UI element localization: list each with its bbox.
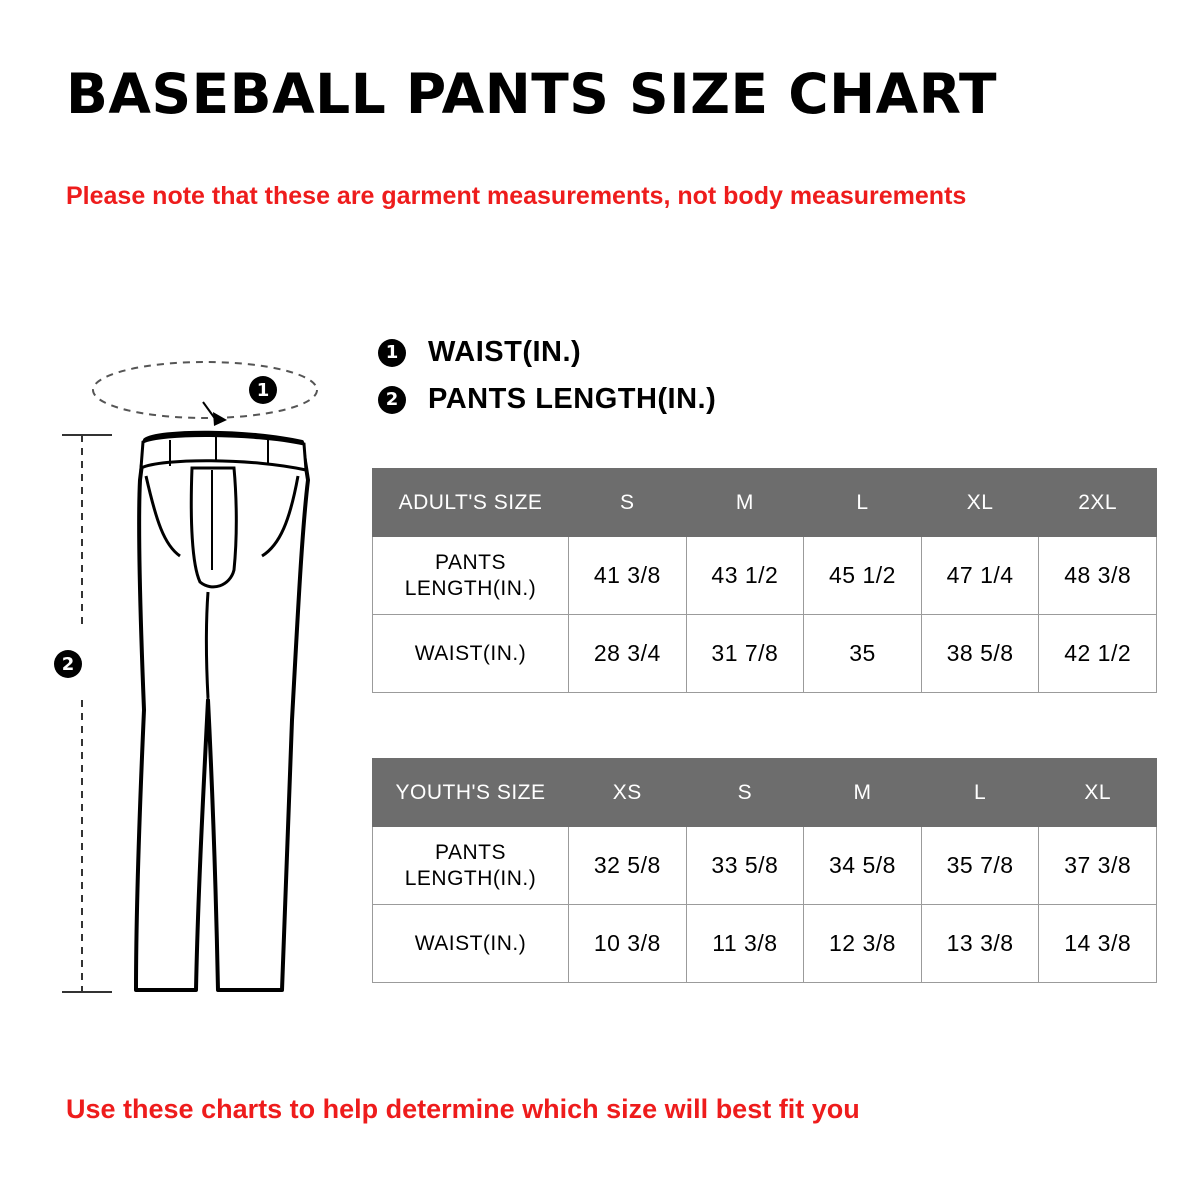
adult-header-size-l: L	[804, 469, 922, 537]
adult-waist-l: 35	[804, 615, 922, 693]
adult-header-label: ADULT'S SIZE	[373, 469, 569, 537]
adult-pants-length-l: 45 1/2	[804, 537, 922, 615]
adult-size-table	[372, 468, 1157, 693]
youth-waist-m: 12 3/8	[804, 905, 922, 983]
legend-item-waist	[378, 336, 716, 369]
marker-one-icon: 1	[378, 339, 406, 367]
adult-header-size-s: S	[569, 469, 687, 537]
youth-header-label: YOUTH'S SIZE	[373, 759, 569, 827]
adult-pants-length-xl: 47 1/4	[921, 537, 1039, 615]
adult-row-label-waist: WAIST(IN.)	[373, 615, 569, 693]
adult-pants-length-2xl: 48 3/8	[1039, 537, 1157, 615]
youth-header-size-s: S	[686, 759, 804, 827]
legend-label-pants-length: PANTS LENGTH(IN.)	[428, 383, 717, 415]
youth-pants-length-s: 33 5/8	[686, 827, 804, 905]
youth-header-size-l: L	[921, 759, 1039, 827]
youth-table-header-row	[373, 759, 1157, 827]
youth-pants-length-m: 34 5/8	[804, 827, 922, 905]
illustration-marker-two-icon: 2	[54, 650, 82, 678]
table-row	[373, 905, 1157, 983]
adult-table-header-row	[373, 469, 1157, 537]
youth-row-label-pants-length: PANTS LENGTH(IN.)	[373, 827, 569, 905]
illustration-marker-one-icon: 1	[249, 376, 277, 404]
footer-note: Use these charts to help determine which size will best fit you	[66, 1094, 860, 1124]
youth-pants-length-xl: 37 3/8	[1039, 827, 1157, 905]
youth-size-table	[372, 758, 1157, 983]
adult-waist-m: 31 7/8	[686, 615, 804, 693]
youth-row-label-waist: WAIST(IN.)	[373, 905, 569, 983]
legend-item-pants-length	[378, 383, 716, 416]
adult-row-label-pants-length: PANTS LENGTH(IN.)	[373, 537, 569, 615]
youth-waist-s: 11 3/8	[686, 905, 804, 983]
adult-pants-length-s: 41 3/8	[569, 537, 687, 615]
adult-pants-length-m: 43 1/2	[686, 537, 804, 615]
adult-waist-2xl: 42 1/2	[1039, 615, 1157, 693]
youth-pants-length-l: 35 7/8	[921, 827, 1039, 905]
youth-header-size-m: M	[804, 759, 922, 827]
pants-illustration	[40, 330, 370, 1020]
youth-waist-xl: 14 3/8	[1039, 905, 1157, 983]
legend-label-waist: WAIST(IN.)	[428, 336, 582, 368]
page-title: BASEBALL PANTS SIZE CHART	[66, 62, 998, 126]
page-subtitle: Please note that these are garment measurements, not body measurements	[66, 182, 967, 210]
adult-header-size-2xl: 2XL	[1039, 469, 1157, 537]
marker-two-icon: 2	[378, 386, 406, 414]
adult-header-size-m: M	[686, 469, 804, 537]
measurement-legend	[378, 336, 716, 430]
table-row	[373, 537, 1157, 615]
adult-waist-xl: 38 5/8	[921, 615, 1039, 693]
table-row	[373, 615, 1157, 693]
table-row	[373, 827, 1157, 905]
youth-pants-length-xs: 32 5/8	[569, 827, 687, 905]
pants-diagram-svg	[40, 330, 370, 1020]
youth-header-size-xs: XS	[569, 759, 687, 827]
youth-header-size-xl: XL	[1039, 759, 1157, 827]
youth-waist-xs: 10 3/8	[569, 905, 687, 983]
youth-waist-l: 13 3/8	[921, 905, 1039, 983]
adult-header-size-xl: XL	[921, 469, 1039, 537]
adult-waist-s: 28 3/4	[569, 615, 687, 693]
